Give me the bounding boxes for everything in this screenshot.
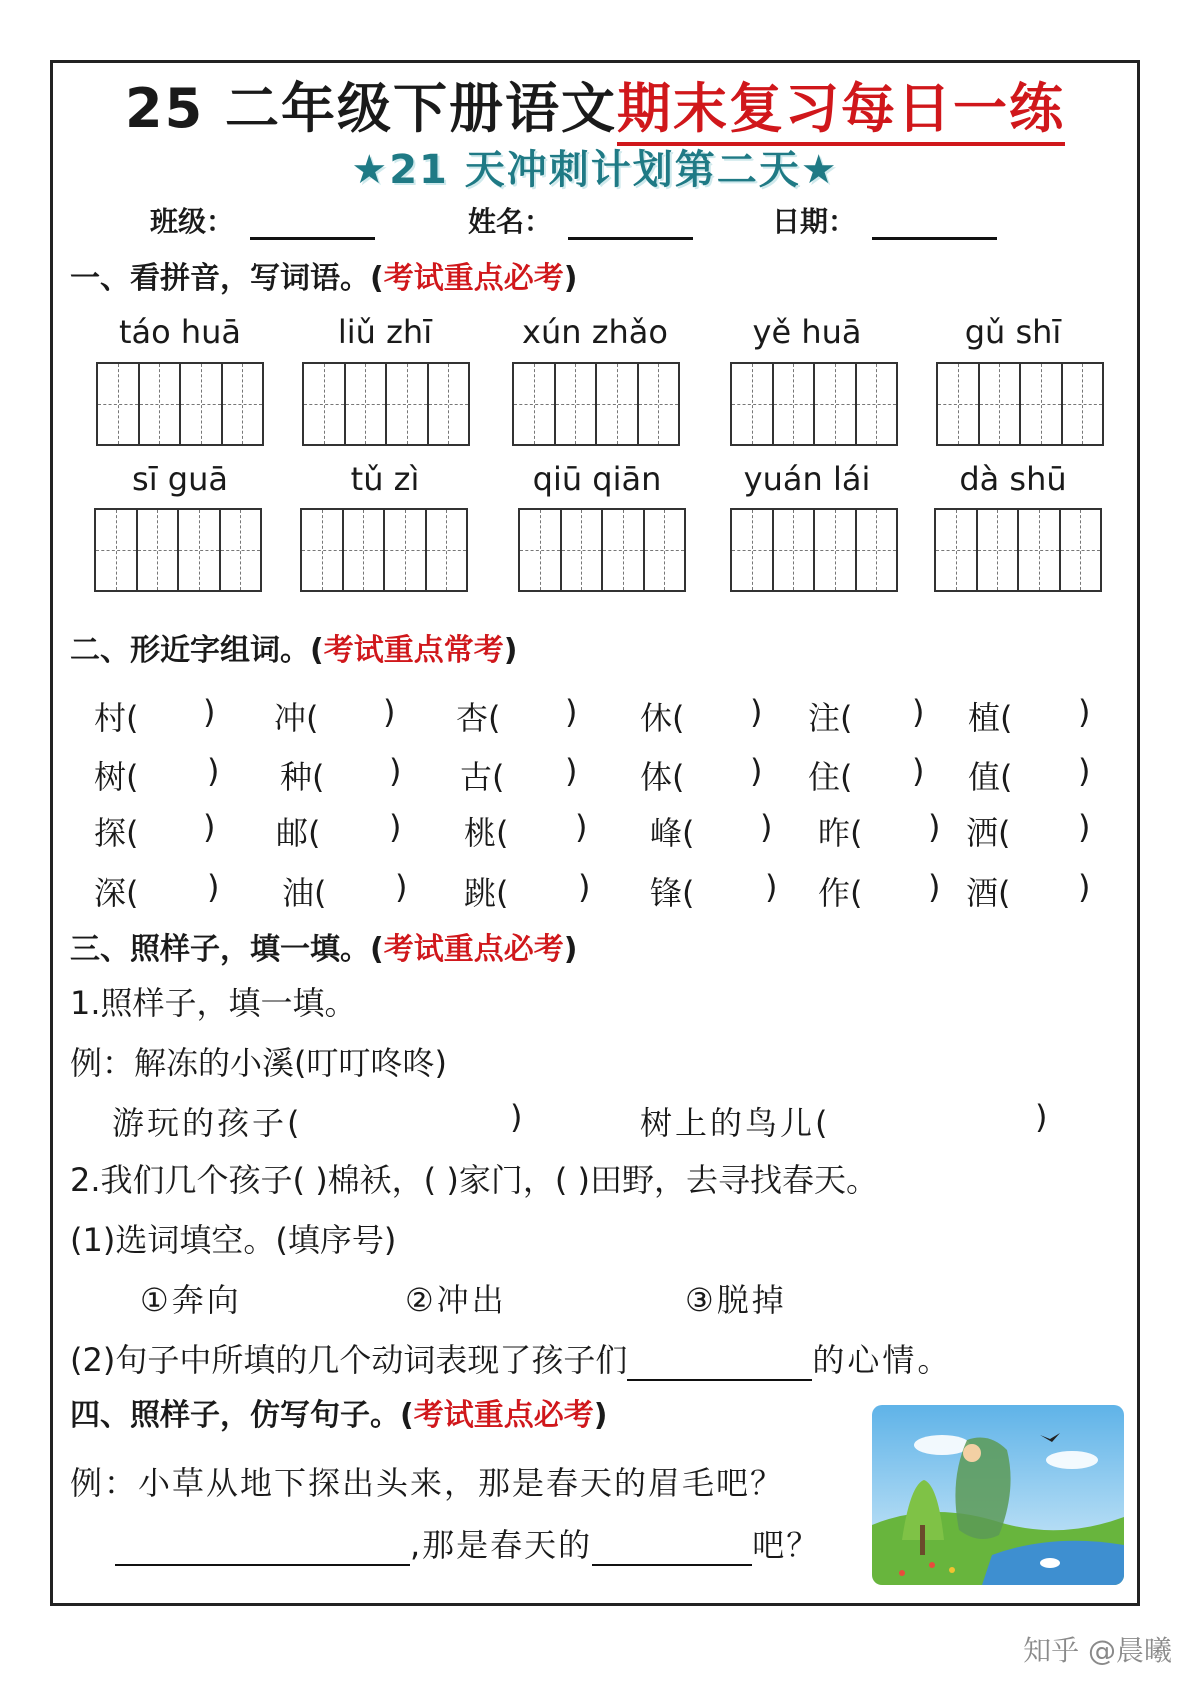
char-item: 古( bbox=[460, 758, 505, 796]
close-paren: ) bbox=[578, 868, 591, 906]
class-field[interactable] bbox=[150, 200, 375, 240]
close-paren: ) bbox=[1078, 808, 1091, 846]
close-paren: ) bbox=[1078, 693, 1091, 731]
close-paren: ) bbox=[565, 693, 578, 731]
char-item: 昨( bbox=[818, 814, 863, 852]
char-item: 杏( bbox=[456, 699, 501, 737]
fill-item-b: 树上的鸟儿( bbox=[640, 1104, 831, 1142]
question-2-sub1: (1)选词填空。(填序号) bbox=[70, 1221, 397, 1259]
name-field[interactable] bbox=[468, 200, 693, 240]
fill-item-a: 游玩的孩子( bbox=[112, 1104, 303, 1142]
char-item: 注( bbox=[808, 699, 853, 737]
section2-heading: 二、形近字组词。(考试重点常考) bbox=[70, 633, 518, 668]
char-item: 种( bbox=[280, 758, 325, 796]
char-item: 体( bbox=[640, 758, 685, 796]
pinyin-label: táo huā bbox=[118, 313, 242, 351]
class-blank[interactable] bbox=[250, 211, 375, 240]
pinyin-label: gǔ shī bbox=[964, 313, 1062, 351]
char-item: 油( bbox=[282, 874, 327, 912]
char-item: 作( bbox=[818, 874, 863, 912]
close-paren: ) bbox=[575, 808, 588, 846]
section4-heading: 四、照样子，仿写句子。(考试重点必考) bbox=[70, 1398, 608, 1433]
name-blank[interactable] bbox=[568, 211, 693, 240]
char-item: 冲( bbox=[274, 699, 319, 737]
answer-blank[interactable] bbox=[592, 1534, 752, 1566]
example-sentence: 例：小草从地下探出头来，那是春天的眉毛吧？ bbox=[70, 1464, 785, 1502]
tianzige-grid[interactable] bbox=[730, 362, 898, 446]
tianzige-grid[interactable] bbox=[302, 362, 470, 446]
title-main: 25 二年级下册语文 bbox=[125, 77, 617, 140]
close-paren: ) bbox=[928, 808, 941, 846]
date-field[interactable] bbox=[772, 200, 997, 240]
char-item: 峰( bbox=[650, 814, 695, 852]
option-1: ①奔向 bbox=[140, 1281, 242, 1319]
tianzige-grid[interactable] bbox=[94, 508, 262, 592]
title-highlight: 期末复习每日一练 bbox=[617, 77, 1065, 146]
char-item: 邮( bbox=[276, 814, 321, 852]
section3-tag: 考试重点必考 bbox=[383, 932, 564, 967]
char-item: 树( bbox=[94, 758, 139, 796]
close-paren: ) bbox=[765, 868, 778, 906]
close-paren: ) bbox=[1078, 752, 1091, 790]
close-paren: ) bbox=[510, 1098, 523, 1136]
char-item: 深( bbox=[94, 874, 139, 912]
close-paren: ) bbox=[912, 693, 925, 731]
close-paren: ) bbox=[389, 752, 402, 790]
close-paren: ) bbox=[912, 752, 925, 790]
answer-blank[interactable] bbox=[627, 1349, 812, 1381]
tianzige-grid[interactable] bbox=[300, 508, 468, 592]
page-subtitle: ★21 天冲刺计划第二天★ bbox=[351, 147, 839, 193]
option-2: ②冲出 bbox=[405, 1281, 507, 1319]
watermark: 知乎 @晨曦 bbox=[1023, 1634, 1172, 1667]
close-paren: ) bbox=[1078, 868, 1091, 906]
char-item: 住( bbox=[808, 758, 853, 796]
char-item: 酒( bbox=[966, 874, 1011, 912]
char-item: 洒( bbox=[966, 814, 1011, 852]
question-2: 2.我们几个孩子( )棉袄，( )家门，( )田野，去寻找春天。 bbox=[70, 1161, 878, 1199]
char-item: 值( bbox=[968, 758, 1013, 796]
tianzige-grid[interactable] bbox=[730, 508, 898, 592]
close-paren: ) bbox=[203, 693, 216, 731]
page-title bbox=[0, 66, 1190, 143]
close-paren: ) bbox=[565, 752, 578, 790]
close-paren: ) bbox=[750, 693, 763, 731]
spring-scene-svg bbox=[872, 1405, 1124, 1585]
close-paren: ) bbox=[1035, 1098, 1048, 1136]
close-paren: ) bbox=[760, 808, 773, 846]
char-item: 休( bbox=[640, 699, 685, 737]
char-item: 桃( bbox=[464, 814, 509, 852]
char-item: 村( bbox=[94, 699, 139, 737]
date-blank[interactable] bbox=[872, 211, 997, 240]
question-1: 1.照样子，填一填。 bbox=[70, 984, 357, 1022]
section1-tag: 考试重点必考 bbox=[383, 261, 564, 296]
answer-blank[interactable] bbox=[115, 1534, 410, 1566]
pinyin-label: dà shū bbox=[959, 460, 1067, 498]
close-paren: ) bbox=[203, 808, 216, 846]
pinyin-label: qiū qiān bbox=[532, 460, 662, 498]
pinyin-label: xún zhǎo bbox=[522, 313, 668, 351]
pinyin-label: yuán lái bbox=[743, 460, 871, 498]
option-3: ③脱掉 bbox=[685, 1281, 787, 1319]
example-line: 例：解冻的小溪(叮叮咚咚) bbox=[70, 1044, 447, 1082]
char-item: 植( bbox=[968, 699, 1013, 737]
name-label: 姓名： bbox=[468, 205, 553, 238]
pinyin-label: sī guā bbox=[132, 460, 228, 498]
pinyin-label: yě huā bbox=[752, 313, 862, 351]
section1-heading: 一、看拼音，写词语。(考试重点必考) bbox=[70, 261, 578, 296]
close-paren: ) bbox=[750, 752, 763, 790]
section3-heading: 三、照样子，填一填。(考试重点必考) bbox=[70, 932, 578, 967]
close-paren: ) bbox=[395, 868, 408, 906]
close-paren: ) bbox=[383, 693, 396, 731]
close-paren: ) bbox=[207, 868, 220, 906]
date-label: 日期： bbox=[772, 205, 857, 238]
char-item: 锋( bbox=[650, 874, 695, 912]
close-paren: ) bbox=[389, 808, 402, 846]
char-item: 探( bbox=[94, 814, 139, 852]
tianzige-grid[interactable] bbox=[96, 362, 264, 446]
tianzige-grid[interactable] bbox=[934, 508, 1102, 592]
imitate-line: ,那是春天的 吧？ bbox=[115, 1520, 820, 1566]
close-paren: ) bbox=[928, 868, 941, 906]
char-item: 跳( bbox=[464, 874, 509, 912]
section2-tag: 考试重点常考 bbox=[323, 633, 504, 668]
spring-illustration bbox=[872, 1405, 1124, 1585]
pinyin-label: tǔ zì bbox=[350, 460, 420, 498]
close-paren: ) bbox=[207, 752, 220, 790]
pinyin-label: liǔ zhī bbox=[337, 313, 433, 351]
tianzige-grid[interactable] bbox=[936, 362, 1104, 446]
tianzige-grid[interactable] bbox=[512, 362, 680, 446]
class-label: 班级： bbox=[150, 205, 235, 238]
section4-tag: 考试重点必考 bbox=[413, 1398, 594, 1433]
question-2-sub2: (2)句子中所填的几个动词表现了孩子们 的心情。 bbox=[70, 1341, 953, 1379]
tianzige-grid[interactable] bbox=[518, 508, 686, 592]
